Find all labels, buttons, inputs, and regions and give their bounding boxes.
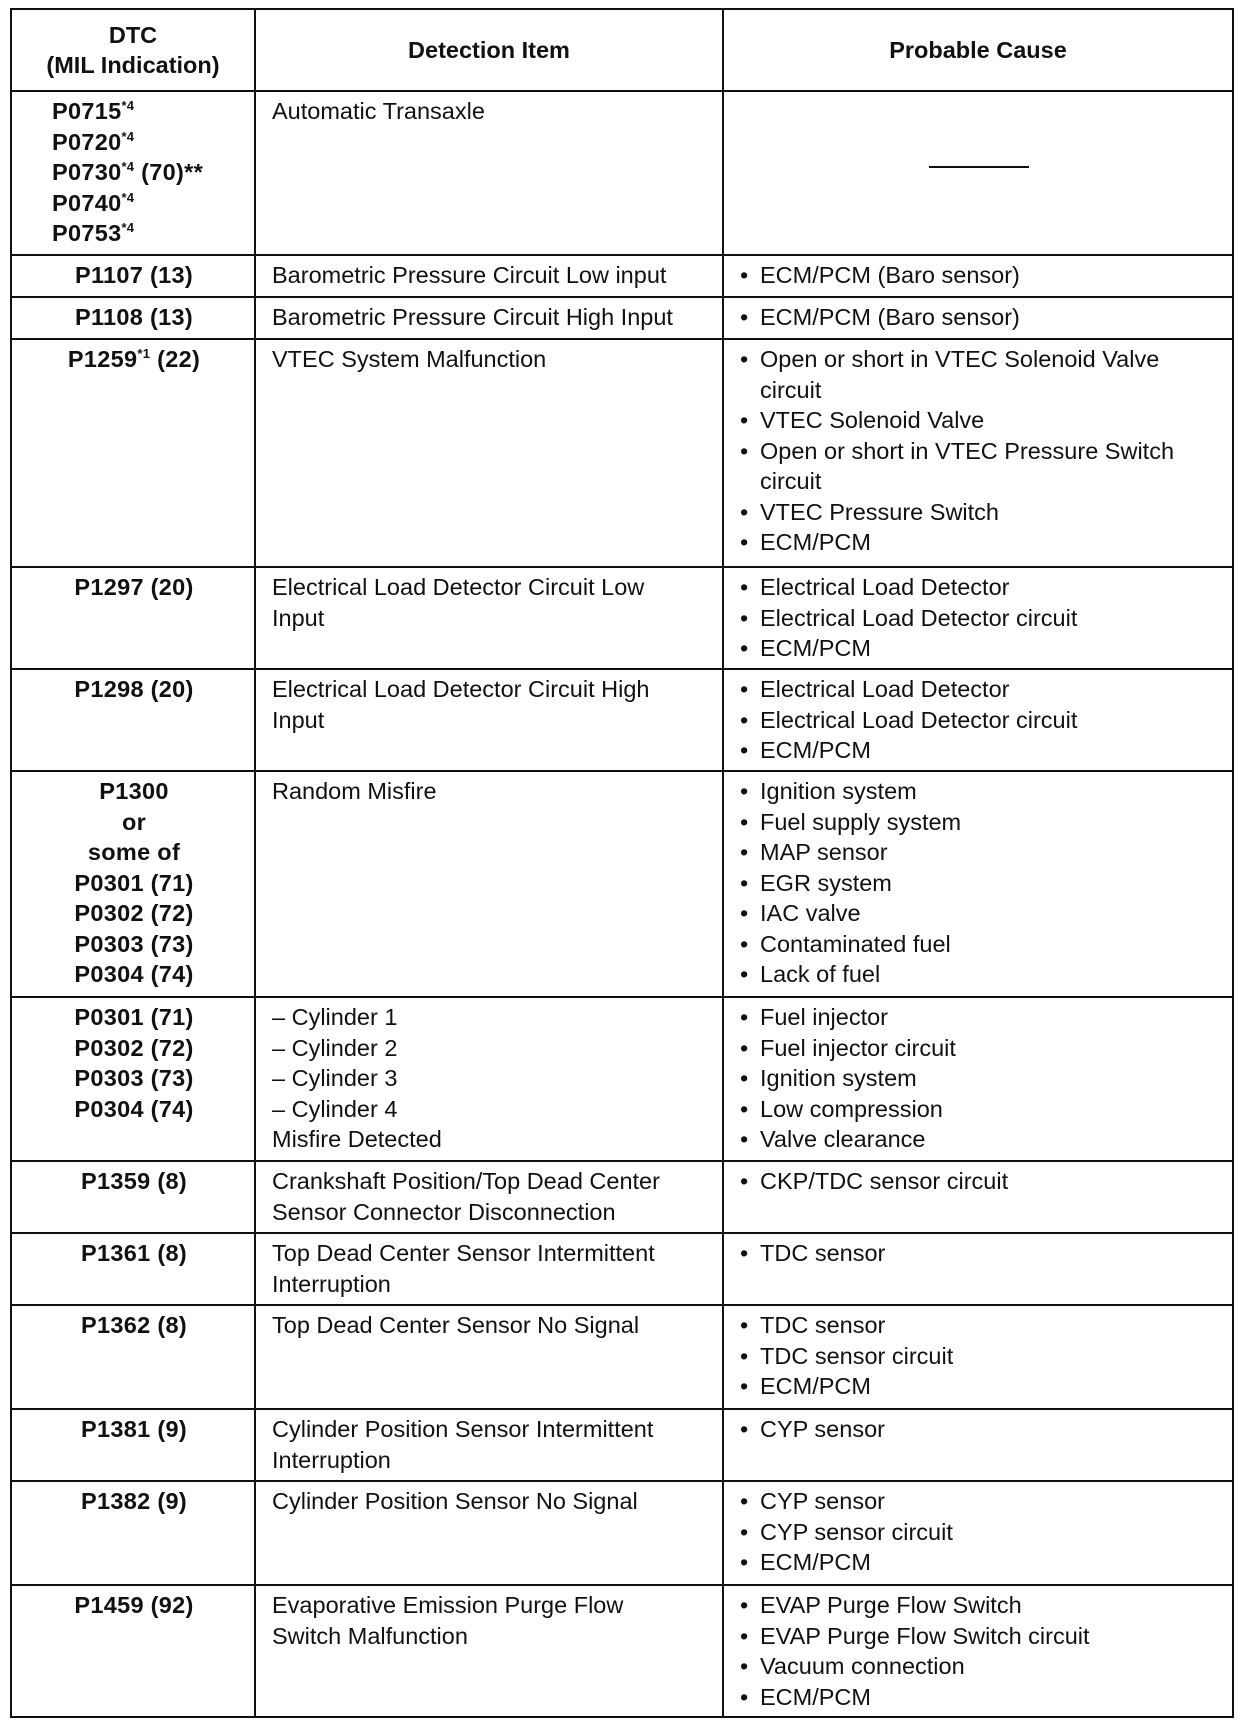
dtc-code: P0753$^{*4}$ — [52, 220, 135, 246]
detection-item-text: Electrical Load Detector Circuit High — [272, 676, 650, 702]
dtc-code-cell — [11, 91, 255, 255]
dtc-code: P0730$^{*4}$ (70)** — [52, 159, 204, 185]
table-row — [11, 997, 1233, 1161]
detection-item-text: Interruption — [272, 1270, 391, 1297]
footnote-marker: *4 — [121, 220, 135, 236]
detection-item-text: – Cylinder 1 — [272, 1004, 398, 1030]
dtc-code: P0304 (74) — [74, 961, 194, 987]
table-header-row — [11, 9, 1233, 91]
table-body — [11, 91, 1233, 1717]
dtc-code-cell — [11, 1305, 255, 1409]
cause-list — [740, 572, 1218, 664]
cause-item: • TDC sensor — [740, 1238, 1218, 1269]
cause-list — [740, 1166, 1218, 1197]
dtc-table-page — [10, 8, 1232, 1718]
dtc-code: P0301 (71) — [74, 1004, 194, 1030]
cause-item: • MAP sensor — [740, 837, 1218, 868]
dtc-code-cell — [11, 1585, 255, 1717]
cause-item: • Electrical Load Detector — [740, 572, 1218, 603]
detection-item-text: Cylinder Position Sensor No Signal — [272, 1488, 638, 1514]
probable-cause-cell — [723, 255, 1233, 297]
dtc-code: P1108 (13) — [75, 304, 193, 330]
cause-item: • ECM/PCM — [740, 1682, 1218, 1713]
cause-list — [740, 1238, 1218, 1269]
table-row — [11, 771, 1233, 997]
dtc-code: P1381 (9) — [81, 1416, 187, 1442]
footnote-marker: *4 — [121, 98, 135, 114]
dtc-code: P1297 (20) — [74, 574, 194, 600]
detection-item-text: Barometric Pressure Circuit High Input — [272, 304, 673, 330]
dtc-code: P0301 (71) — [74, 869, 194, 896]
cause-item: • ECM/PCM — [740, 527, 1218, 558]
cause-list — [740, 260, 1218, 291]
dtc-code: P1259$^{*1}$ (22) — [67, 346, 201, 372]
detection-item-cell — [255, 771, 723, 997]
detection-item-text: – Cylinder 2 — [272, 1034, 398, 1061]
probable-cause-cell — [723, 1481, 1233, 1585]
detection-item-text: Cylinder Position Sensor Intermittent — [272, 1416, 654, 1442]
footnote-marker: *1 — [137, 346, 151, 362]
detection-item-cell — [255, 1409, 723, 1481]
footnote-marker: *4 — [121, 159, 135, 175]
dtc-code: P0740$^{*4}$ — [52, 189, 135, 216]
cause-item: • CKP/TDC sensor circuit — [740, 1166, 1218, 1197]
cause-item: • IAC valve — [740, 898, 1218, 929]
cause-item: • Fuel injector circuit — [740, 1033, 1218, 1064]
probable-cause-cell — [723, 91, 1233, 255]
detection-item-text: VTEC System Malfunction — [272, 346, 547, 372]
detection-item-cell — [255, 297, 723, 339]
cause-list — [740, 1414, 1218, 1445]
table-row — [11, 669, 1233, 771]
dtc-code-cell — [11, 567, 255, 669]
cause-list — [740, 1486, 1218, 1578]
detection-item-text: – Cylinder 4 — [272, 1095, 398, 1122]
dtc-code: P0304 (74) — [74, 1095, 194, 1122]
cause-list — [740, 1002, 1218, 1155]
cause-list — [740, 1310, 1218, 1402]
detection-item-cell — [255, 1161, 723, 1233]
detection-item-text: Crankshaft Position/Top Dead Center — [272, 1168, 660, 1194]
dtc-code: P0720$^{*4}$ — [52, 128, 135, 155]
detection-item-cell — [255, 1233, 723, 1305]
cause-item: • Low compression — [740, 1094, 1218, 1125]
cause-item: • ECM/PCM — [740, 1371, 1218, 1402]
cause-item: • EGR system — [740, 868, 1218, 899]
detection-item-text: – Cylinder 3 — [272, 1065, 398, 1091]
cause-item: • EVAP Purge Flow Switch — [740, 1590, 1218, 1621]
dtc-table — [10, 8, 1234, 1718]
dtc-code-cell — [11, 1409, 255, 1481]
table-row — [11, 297, 1233, 339]
detection-item-text: Top Dead Center Sensor No Signal — [272, 1312, 640, 1338]
dtc-code: P0303 (73) — [74, 1065, 194, 1091]
probable-cause-cell — [723, 997, 1233, 1161]
cause-item: • TDC sensor circuit — [740, 1341, 1218, 1372]
detection-item-cell — [255, 91, 723, 255]
dtc-code: or — [121, 808, 147, 835]
table-row — [11, 1409, 1233, 1481]
detection-item-text: Sensor Connector Disconnection — [272, 1198, 616, 1225]
footnote-marker: *4 — [121, 128, 135, 144]
no-cause-dash — [929, 166, 1029, 168]
cause-item: • EVAP Purge Flow Switch circuit — [740, 1621, 1218, 1652]
cause-item: • Fuel supply system — [740, 807, 1218, 838]
table-row — [11, 1233, 1233, 1305]
detection-item-text: Input — [272, 706, 325, 733]
cause-item: • Open or short in VTEC Pressure Switch circuit — [740, 436, 1218, 497]
dtc-code: P0302 (72) — [74, 1034, 194, 1061]
dtc-code-cell — [11, 669, 255, 771]
cause-item: • ECM/PCM — [740, 633, 1218, 664]
cause-list — [740, 1590, 1218, 1712]
cause-item: • Electrical Load Detector circuit — [740, 603, 1218, 634]
cause-list — [740, 344, 1218, 558]
table-row — [11, 339, 1233, 567]
detection-item-cell — [255, 1585, 723, 1717]
table-row — [11, 1305, 1233, 1409]
dtc-code-cell — [11, 1481, 255, 1585]
cause-list — [740, 776, 1218, 990]
dtc-code: P1298 (20) — [74, 676, 194, 702]
dtc-code-cell — [11, 297, 255, 339]
detection-item-text: Top Dead Center Sensor Intermittent — [272, 1240, 655, 1266]
cause-item: • Valve clearance — [740, 1124, 1218, 1155]
dtc-code: P1459 (92) — [74, 1592, 194, 1618]
cause-item: • CYP sensor — [740, 1486, 1218, 1517]
cause-item: • Electrical Load Detector — [740, 674, 1218, 705]
probable-cause-cell — [723, 669, 1233, 771]
footnote-marker: *4 — [121, 189, 135, 205]
header-dtc-line: DTC — [108, 22, 158, 48]
dtc-code: P1359 (8) — [81, 1168, 187, 1194]
dtc-code: P1107 (13) — [75, 262, 193, 288]
dtc-code-cell — [11, 997, 255, 1161]
detection-item-text: Switch Malfunction — [272, 1622, 468, 1649]
dtc-code: P1362 (8) — [81, 1312, 187, 1338]
header-dtc — [11, 9, 255, 91]
detection-item-cell — [255, 339, 723, 567]
cause-item: • CYP sensor — [740, 1414, 1218, 1445]
detection-item-cell — [255, 255, 723, 297]
cause-item: • Electrical Load Detector circuit — [740, 705, 1218, 736]
cause-item: • ECM/PCM (Baro sensor) — [740, 260, 1218, 291]
dtc-code-cell — [11, 1233, 255, 1305]
table-row — [11, 1481, 1233, 1585]
probable-cause-cell — [723, 1409, 1233, 1481]
detection-item-cell — [255, 1305, 723, 1409]
dtc-code-cell — [11, 339, 255, 567]
detection-item-text: Misfire Detected — [272, 1126, 442, 1152]
dtc-code: P1300 — [99, 778, 169, 804]
cause-item: • Contaminated fuel — [740, 929, 1218, 960]
detection-item-text: Automatic Transaxle — [272, 98, 485, 124]
dtc-code: P1361 (8) — [81, 1240, 187, 1266]
probable-cause-cell — [723, 567, 1233, 669]
probable-cause-cell — [723, 771, 1233, 997]
dtc-code: P0303 (73) — [74, 930, 194, 957]
cause-item: • Ignition system — [740, 1063, 1218, 1094]
detection-item-text: Interruption — [272, 1446, 391, 1473]
table-row — [11, 1585, 1233, 1717]
dtc-code: some of — [87, 839, 181, 865]
cause-list — [740, 674, 1218, 766]
cause-item: • Lack of fuel — [740, 959, 1218, 990]
table-row — [11, 255, 1233, 297]
dtc-code-cell — [11, 1161, 255, 1233]
cause-list — [740, 302, 1218, 333]
cause-item: • Fuel injector — [740, 1002, 1218, 1033]
detection-item-text: Barometric Pressure Circuit Low input — [272, 262, 667, 288]
detection-item-cell — [255, 567, 723, 669]
detection-item-text: Electrical Load Detector Circuit Low — [272, 574, 645, 600]
probable-cause-cell — [723, 1585, 1233, 1717]
table-row — [11, 1161, 1233, 1233]
cause-item: • ECM/PCM — [740, 735, 1218, 766]
cause-item: • CYP sensor circuit — [740, 1517, 1218, 1548]
table-row — [11, 567, 1233, 669]
detection-item-text: Input — [272, 604, 325, 631]
table-row — [11, 91, 1233, 255]
detection-item-text: Evaporative Emission Purge Flow — [272, 1592, 624, 1618]
dtc-code: P0715$^{*4}$ — [52, 98, 135, 124]
probable-cause-cell — [723, 339, 1233, 567]
probable-cause-cell — [723, 1305, 1233, 1409]
header-probable-cause: Probable Cause — [723, 9, 1233, 91]
header-detection-item: Detection Item — [255, 9, 723, 91]
cause-item: • VTEC Solenoid Valve — [740, 405, 1218, 436]
cause-item: • ECM/PCM (Baro sensor) — [740, 302, 1218, 333]
probable-cause-cell — [723, 297, 1233, 339]
detection-item-text: Random Misfire — [272, 778, 437, 804]
probable-cause-cell — [723, 1161, 1233, 1233]
detection-item-cell — [255, 1481, 723, 1585]
dtc-code: P0302 (72) — [74, 900, 194, 926]
dtc-code-cell — [11, 771, 255, 997]
cause-item: • Ignition system — [740, 776, 1218, 807]
header-dtc-line: (MIL Indication) — [46, 52, 220, 78]
detection-item-cell — [255, 669, 723, 771]
cause-item: • VTEC Pressure Switch — [740, 497, 1218, 528]
cause-item: • TDC sensor — [740, 1310, 1218, 1341]
cause-item: • ECM/PCM — [740, 1547, 1218, 1578]
cause-item: • Vacuum connection — [740, 1651, 1218, 1682]
cause-item: • Open or short in VTEC Solenoid Valve circuit — [740, 344, 1218, 405]
probable-cause-cell — [723, 1233, 1233, 1305]
detection-item-cell — [255, 997, 723, 1161]
dtc-code: P1382 (9) — [81, 1488, 187, 1514]
dtc-code-cell — [11, 255, 255, 297]
